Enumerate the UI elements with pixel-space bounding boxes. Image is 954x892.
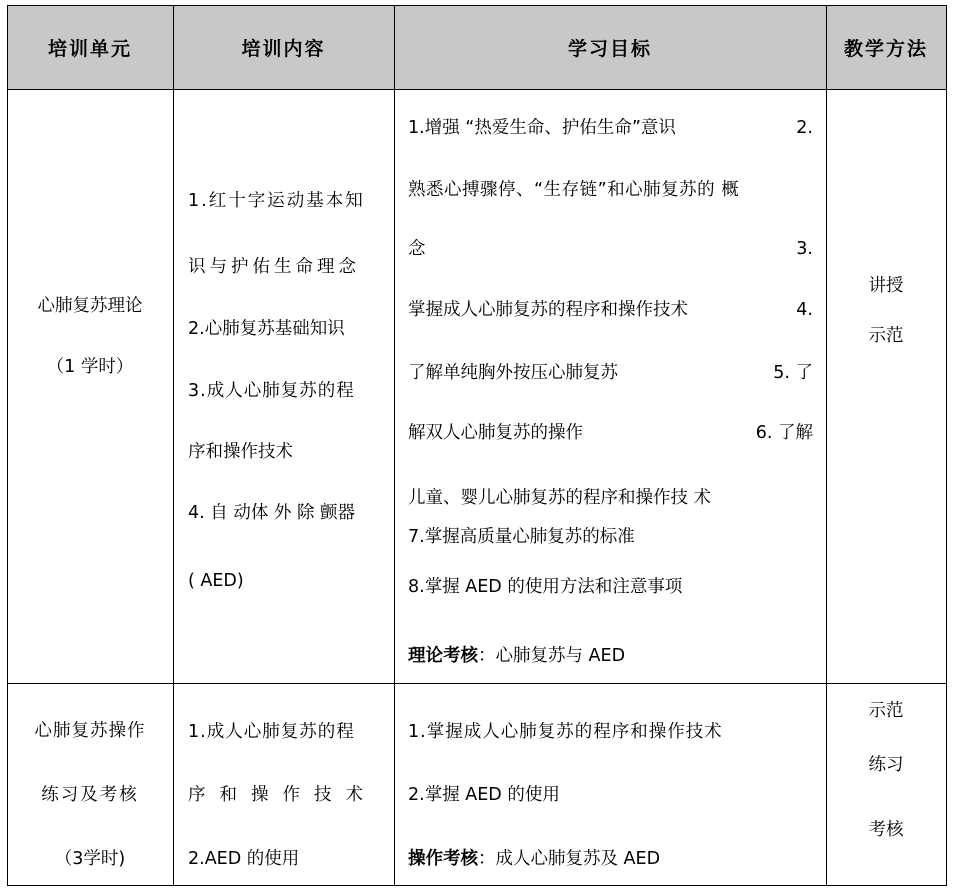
row1-content-line: 序和操作技术 — [188, 442, 293, 462]
goal-number: 4. — [796, 300, 813, 320]
row1-content-line: 2.心肺复苏基础知识 — [188, 319, 345, 339]
row-divider — [7, 683, 947, 684]
row1-unit-name: 心肺复苏理论 — [37, 296, 143, 316]
row2-unit-name: 心肺复苏操作 — [34, 721, 146, 741]
row2-goal-line: 2.掌握 AED 的使用 — [408, 785, 560, 805]
row1-goal-line: 熟悉心搏骤停、“生存链”和心肺复苏的 概 — [408, 180, 740, 200]
row2-method: 练习 — [868, 755, 904, 775]
row1-goal-line — [408, 422, 813, 444]
goal-text: 掌握成人心肺复苏的程序和操作技术 — [408, 300, 688, 320]
row1-content-line: ( AED) — [188, 571, 244, 591]
exam-label: 操作考核 — [408, 849, 478, 869]
table-border-left — [7, 5, 8, 886]
row1-goal-line: 7.掌握高质量心肺复苏的标准 — [408, 527, 635, 547]
row2-method: 考核 — [868, 820, 904, 840]
header-learning-goals: 学习目标 — [567, 37, 652, 60]
row1-exam-line — [408, 645, 625, 667]
row2-content-line: 2.AED 的使用 — [188, 849, 300, 869]
goal-number: 5. 了 — [773, 363, 813, 383]
header-training-content: 培训内容 — [241, 37, 326, 60]
row2-content-line: 序和操作技术 — [188, 785, 377, 805]
row1-goal-line: 8.掌握 AED 的使用方法和注意事项 — [408, 577, 683, 597]
header-training-unit: 培训单元 — [47, 37, 132, 60]
row2-method: 示范 — [868, 701, 904, 721]
row1-goal-line — [408, 117, 813, 139]
row1-method: 示范 — [868, 326, 904, 346]
row1-content-line: 1.红十字运动基本知 — [188, 191, 365, 211]
row2-unit-name: 练习及考核 — [41, 785, 139, 805]
column-divider — [173, 5, 174, 886]
table-border-right — [946, 5, 947, 886]
row2-goal-line: 1.掌握成人心肺复苏的程序和操作技术 — [408, 722, 723, 742]
header-teaching-method: 教学方法 — [843, 37, 928, 60]
row2-content-line: 1.成人心肺复苏的程 — [188, 722, 355, 742]
goal-text: 1.增强 “热爱生命、护佑生命”意识 — [408, 118, 676, 138]
exam-text: ：成人心肺复苏及 AED — [478, 849, 661, 869]
goal-text: 了解单纯胸外按压心肺复苏 — [408, 363, 618, 383]
row1-goal-line — [408, 362, 813, 384]
row1-goal-line — [408, 299, 813, 321]
row1-content-line: 识与护佑生命理念 — [188, 257, 360, 277]
column-divider — [394, 5, 395, 886]
goal-number: 6. 了解 — [755, 423, 813, 443]
row2-unit-hours: （3学时) — [54, 849, 126, 869]
row1-goal-line: 儿童、婴儿心肺复苏的程序和操作技 术 — [408, 488, 712, 508]
exam-text: ：心肺复苏与 AED — [478, 646, 626, 666]
exam-label: 理论考核 — [408, 646, 478, 666]
training-table — [7, 5, 947, 886]
row1-content-line: 4. 自 动体 外 除 颤器 — [188, 503, 356, 523]
goal-number: 2. — [796, 118, 813, 138]
row1-method: 讲授 — [868, 276, 904, 296]
table-border-bottom — [7, 885, 947, 886]
row2-exam-line — [408, 848, 660, 870]
row1-unit-hours: （1 学时） — [46, 357, 134, 377]
header-divider — [7, 89, 947, 90]
goal-number: 3. — [796, 239, 813, 259]
goal-text: 念 — [408, 239, 426, 259]
goal-text: 解双人心肺复苏的操作 — [408, 423, 583, 443]
row1-content-line: 3.成人心肺复苏的程 — [188, 381, 355, 401]
row1-goal-line — [408, 238, 813, 260]
